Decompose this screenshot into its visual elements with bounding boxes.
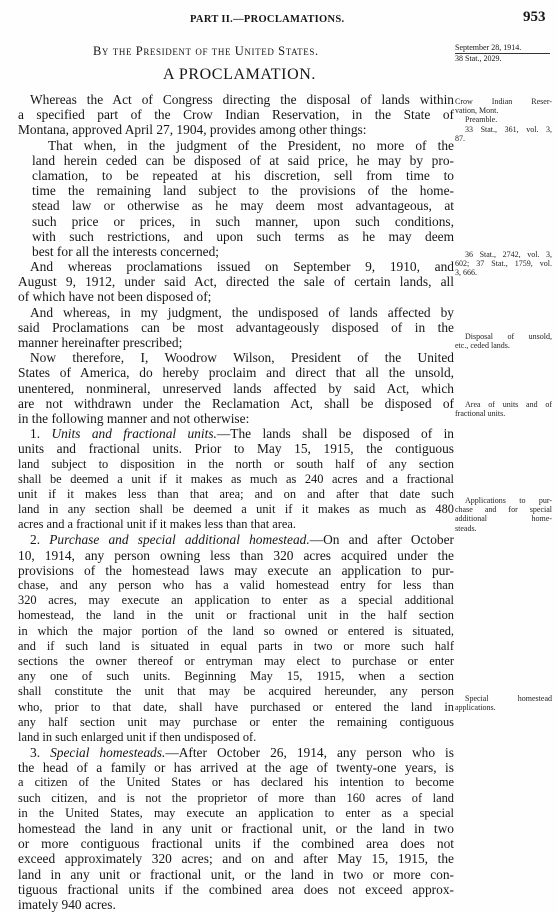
body-line: are not withdrawn under the Reclamation Act, shall be disposed of [18,395,454,411]
margin-note-line: Disposal of unsold, [465,332,552,341]
body-line: units and fractional units. Prior to May 15, 1915, the contiguous [18,441,454,457]
section-heading: Purchase and special additional homestead. [49,532,310,548]
body-line: imately 940 acres. [18,896,116,912]
body-line: such price or prices, in such manner, upon such conditions, [32,213,454,229]
section-heading: Units and fractional units. [51,426,217,442]
body-line: any half section unit may purchase or enter the remaining contiguous [18,714,454,729]
section-number: 2. [30,532,41,548]
section-2-heading-line [18,532,454,547]
body-line: who, prior to that date, shall have purchased or entered the land in [18,699,454,714]
body-line: That when, in the judgment of the President, no more of the [48,137,454,153]
margin-note-stat [455,250,552,278]
proclamation-body [18,92,454,912]
body-line: land subject to disposition in the north or south half of any section [18,456,454,471]
body-line: Montana, approved April 27, 1904, provides among other things: [18,122,367,138]
body-line: and if such land is situated in equal parts in two or more such half [18,638,454,653]
section-heading: Special homesteads. [50,745,166,761]
body-line: in the United States, may execute an application to enter as a special [18,805,454,820]
running-header: PART II.—PROCLAMATIONS. [190,14,345,25]
date-note-date: September 28, 1914. [455,43,550,54]
body-line: or more contiguous fractional units if the combined area does not [18,836,454,852]
body-line: exceed approximately 320 acres; and on and after May 15, 1915, the [18,851,454,867]
body-line: in the following manner and not otherwise: [18,410,250,426]
body-line: unentered, nonmineral, unreserved lands affected by said Act, which [18,380,454,396]
margin-note-line: 36 Stat., 2742, vol. 3, [465,250,552,259]
body-line: States of America, do hereby proclaim and direct that all the unsold, [18,365,454,381]
body-line: land in any unit or fractional unit, or the land in two or more con- [18,866,454,882]
body-line: acres and a fractional unit if it makes less than that area. [18,517,296,532]
margin-note-line: vation, Mont. [455,106,499,116]
section-number: 3. [30,745,41,761]
body-line: clamation, to be repeated at his discretion, sell from time to [32,167,454,183]
margin-note-line: 33 Stat., 361, vol. 3, [465,124,552,134]
body-line: And whereas proclamations issued on September 9, 1910, and [30,259,454,275]
body-line: stead law or otherwise as he may deem most advantageous, at [32,198,454,214]
body-line: best for all the interests concerned; [32,243,220,259]
date-note [455,43,550,64]
margin-note-applications [455,496,552,533]
body-line: land in such enlarged unit if then undisposed of. [18,729,257,744]
margin-note-disposal [455,332,552,350]
body-line: a citizen of the United States or has declared his intention to become [18,775,454,790]
body-line: —The lands shall be disposed of in [216,426,454,442]
body-line: chase, and any person who has a valid homestead entry for less than [18,578,454,592]
date-note-citation: 38 Stat., 2029. [455,54,502,63]
body-line: with such restrictions, and upon such terms as he may deem [32,228,454,244]
body-line: homestead, the land in the unit or fractional unit in the half section [18,608,454,623]
body-line: of which have not been disposed of; [18,289,212,305]
margin-note-special [455,694,552,712]
margin-note-line: etc., ceded lands. [455,341,510,351]
section-number: 1. [30,426,41,442]
margin-note-line: 87. [455,133,465,143]
body-line: —On and after October [309,532,454,548]
margin-note-line: chase and for special [455,505,552,515]
margin-note-line: Preamble. [465,115,498,125]
margin-note-line: steads. [455,523,477,533]
body-line: any one of such units. Beginning May 15, 1915, when a section [18,669,454,684]
body-line: homestead the land in any unit or fractional unit, or the land in two [18,821,454,836]
margin-note-line: 3, 666. [455,268,477,278]
margin-note-crow [455,97,552,143]
body-line: land herein ceded can be disposed of at said price, he may by pro- [32,152,454,168]
body-line: Now therefore, I, Woodrow Wilson, President of the United [30,350,454,366]
body-line: —After October 26, 1914, any person who is [165,745,454,761]
body-line: unit if it makes less than that area; and on and after that date such [18,486,454,501]
body-line: August 9, 1912, under said Act, directed the sale of certain lands, all [18,274,454,290]
margin-note-line: Applications to pur- [465,496,552,505]
margin-note-line: Crow Indian Reser- [455,97,552,106]
body-line: And whereas, in my judgment, the undisposed of lands affected by [30,304,454,320]
body-line: time the remaining land subject to the provisions of the home- [32,183,454,199]
margin-note-line: applications. [455,703,496,713]
body-line: provisions of the homestead laws may execute an application to pur- [18,562,454,578]
body-line: land in any section shall be deemed a unit if it makes as much as 480 [18,502,454,517]
body-line: a specified part of the Crow Indian Reservation, in the State of [18,107,454,123]
section-3-heading-line [18,745,454,760]
body-line: said Proclamations can be most advantageously disposed of in the [18,319,454,335]
body-line: 10, 1914, any person owning less than 320 acres acquired under the [18,547,454,563]
margin-note-area [455,400,552,418]
proclamation-title: A PROCLAMATION. [163,66,317,83]
byline: By the President of the United States. [93,44,319,58]
body-line: such citizen, and is not the proprietor of more than 160 acres of land [18,790,454,805]
body-line: in which the major portion of the land so owned or entered is situated, [18,623,454,638]
margin-note-line: fractional units. [455,409,506,419]
body-line: tiguous fractional units if the combined area does not exceed approx- [18,881,454,897]
body-line: Whereas the Act of Congress directing the disposal of lands within [30,92,454,107]
body-line: manner hereinafter prescribed; [18,335,183,350]
body-line: the head of a family or has arrived at the age of twenty-one years, is [18,760,454,776]
margin-note-line: 602; 37 Stat., 1759, vol. [455,259,552,269]
section-1-heading-line [18,426,454,441]
margin-note-line: additional home- [455,514,552,524]
body-line: shall be deemed a unit if it makes as much as 240 acres and a fractional [18,471,454,486]
page-number: 953 [523,9,546,25]
body-line: 320 acres, may execute an application to enter as a special additional [18,593,454,608]
body-line: sections the owner thereof or entryman may elect to purchase or enter [18,653,454,668]
margin-note-line: Area of units and of [465,400,552,409]
body-line: shall constitute the unit that may be acquired hereunder, any person [18,684,454,699]
margin-note-line: Special homestead [465,694,552,703]
